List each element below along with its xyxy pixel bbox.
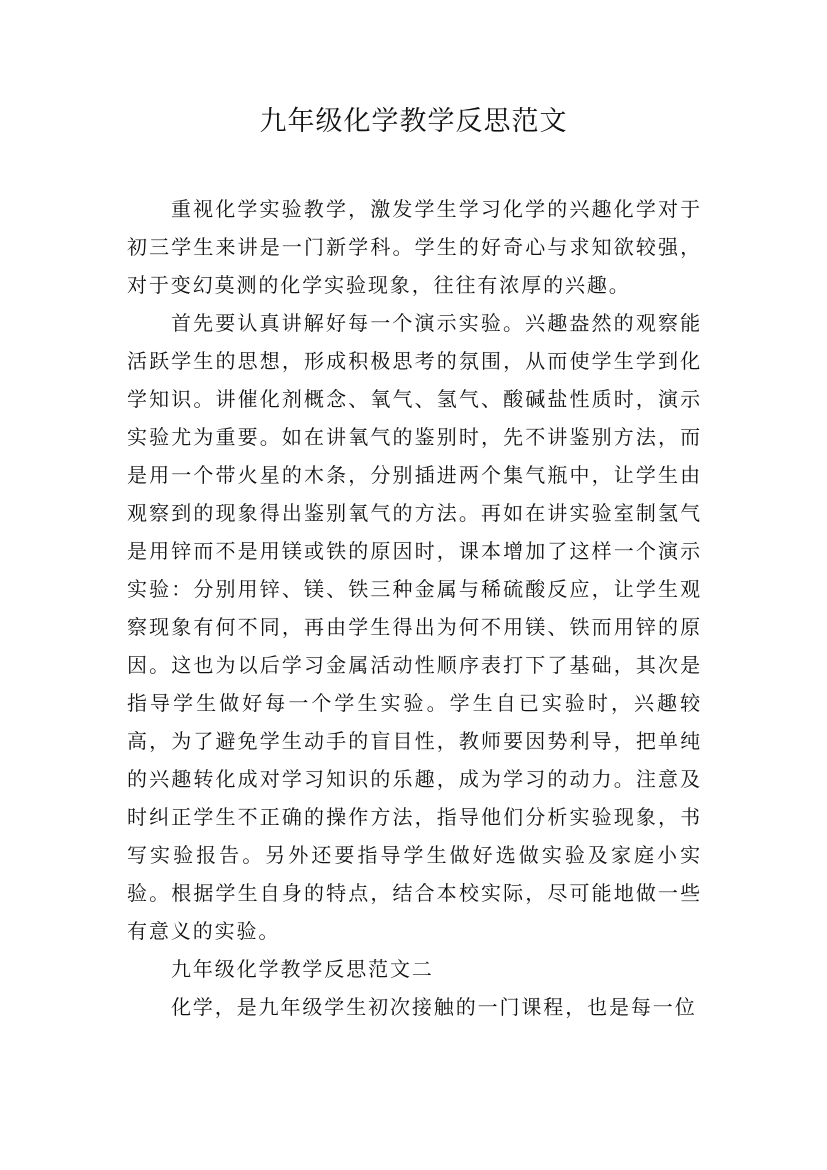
section-heading: 九年级化学教学反思范文二: [171, 957, 434, 981]
paragraph-1: 重视化学实验教学，激发学生学习化学的兴趣化学对于初三学生来讲是一门新学科。学生的好奇心与求知欲较强，对于变幻莫测的化学实验现象，往往有浓厚的兴趣。: [127, 197, 702, 297]
paragraph-3: 化学，是九年级学生初次接触的一门课程，也是每一位: [171, 995, 697, 1019]
document-body: [127, 190, 702, 1026]
document-title: 九年级化学教学反思范文: [259, 106, 568, 137]
paragraph-2: 首先要认真讲解好每一个演示实验。兴趣盎然的观察能活跃学生的思想，形成积极思考的氛围，从而使学生学到化学知识。讲催化剂概念、氧气、氢气、酸碱盐性质时，演示实验尤为重要。如在讲氧气的鉴别时，先不讲鉴别方法，而是用一个带火星的木条，分别插进两个集气瓶中，让学生由观察到的现象得出鉴别氧气的方法。再如在讲实验室制氢气是用锌而不是用镁或铁的原因时，课本增加了这样一个演示实验：分别用锌、镁、铁三种金属与稀硫酸反应，让学生观察现象有何不同，再由学生得出为何不用镁、铁而用锌的原因。这也为以后学习金属活动性顺序表打下了基础，其次是指导学生做好每一个学生实验。学生自已实验时，兴趣较高，为了避免学生动手的盲目性，教师要因势利导，把单纯的兴趣转化成对学习知识的乐趣，成为学习的动力。注意及时纠正学生不正确的操作方法，指导他们分析实验现象，书写实验报告。另外还要指导学生做好选做实验及家庭小实验。根据学生自身的特点，结合本校实际，尽可能地做一些有意义的实验。: [127, 311, 702, 943]
